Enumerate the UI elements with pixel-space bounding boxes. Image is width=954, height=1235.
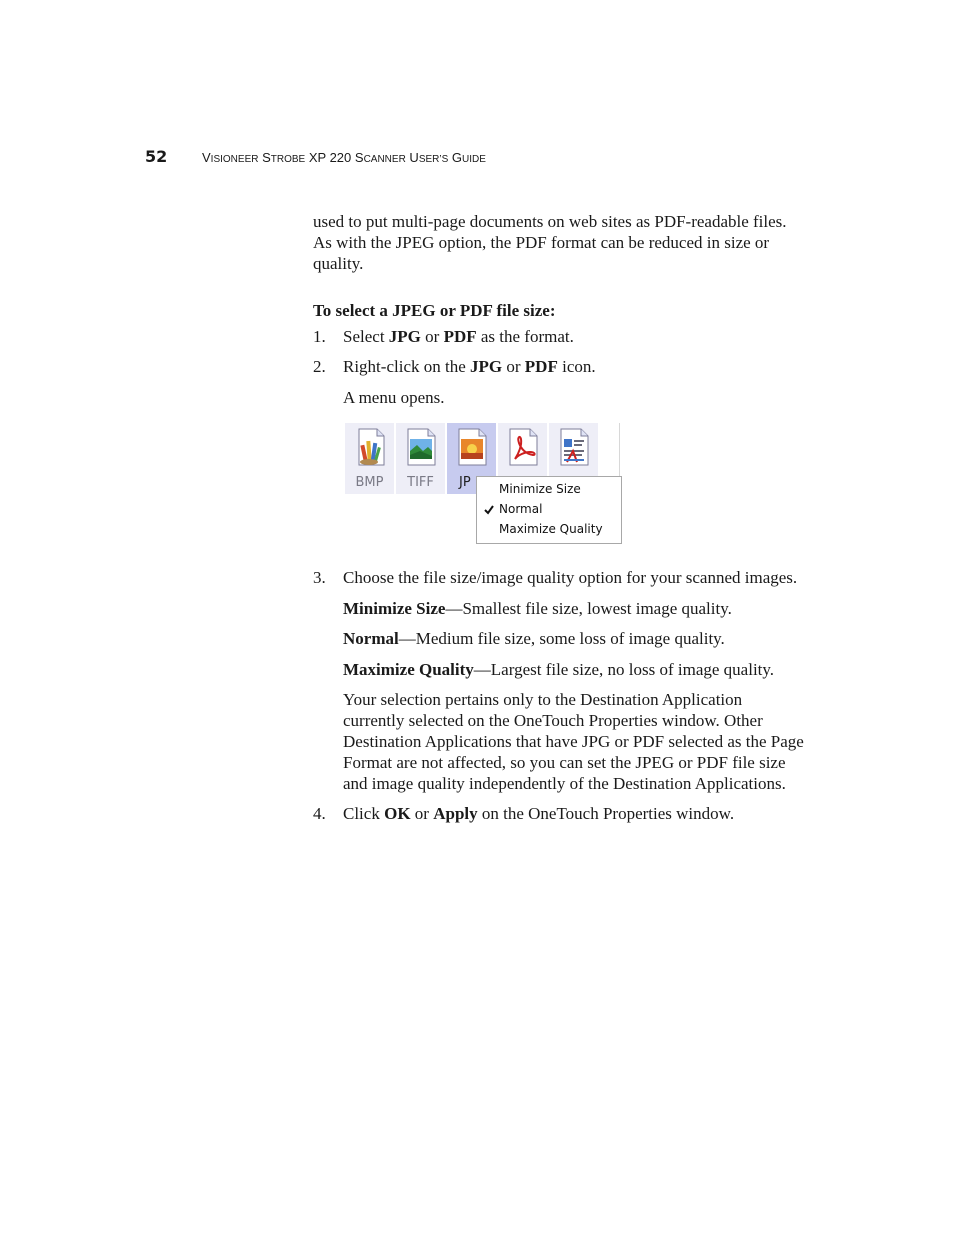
format-context-menu	[476, 476, 622, 544]
note-line-4: Format are not affected, so you can set the JPEG or PDF file size	[343, 753, 786, 772]
step-4-number: 4.	[313, 804, 326, 823]
running-header-title: VISIONEER STROBE XP 220 SCANNER USER’S GUIDE	[202, 150, 486, 165]
option-minimize-size: Minimize Size—Smallest file size, lowest image quality.	[343, 599, 732, 618]
step-2-number: 2.	[313, 357, 326, 376]
format-label-jpg: JP	[459, 475, 471, 490]
step-2-note: A menu opens.	[343, 388, 445, 407]
intro-line-1: used to put multi-page documents on web sites as PDF-readable files.	[313, 212, 787, 231]
page-number: 52	[145, 147, 168, 166]
menu-item-minimize-size[interactable]: Minimize Size	[499, 482, 581, 496]
menu-item-maximize-quality[interactable]: Maximize Quality	[499, 522, 603, 536]
format-label-tiff: TIFF	[407, 475, 434, 490]
option-normal: Normal—Medium file size, some loss of image quality.	[343, 629, 725, 648]
checkmark-icon	[483, 504, 495, 516]
section-heading: To select a JPEG or PDF file size:	[313, 301, 556, 320]
step-3-text: Choose the file size/image quality option for your scanned images.	[343, 568, 798, 587]
note-line-5: and image quality independently of the Destination Applications.	[343, 774, 786, 793]
step-1-text: Select JPG or PDF as the format.	[343, 327, 574, 346]
jpg-sunset-icon	[455, 427, 489, 467]
option-maximize-quality: Maximize Quality—Largest file size, no loss of image quality.	[343, 660, 775, 679]
note-line-3: Destination Applications that have JPG or PDF selected as the Page	[343, 732, 804, 751]
intro-line-2: As with the JPEG option, the PDF format can be reduced in size or	[313, 233, 770, 252]
bmp-paint-icon	[353, 427, 387, 467]
format-label-bmp: BMP	[355, 475, 384, 490]
step-2-text: Right-click on the JPG or PDF icon.	[343, 357, 596, 376]
step-1-number: 1.	[313, 327, 326, 346]
step-3-number: 3.	[313, 568, 326, 587]
step-4-text: Click OK or Apply on the OneTouch Properties window.	[343, 804, 735, 823]
format-tile-tiff[interactable]	[396, 423, 445, 494]
intro-line-3: quality.	[313, 254, 364, 273]
note-line-2: currently selected on the OneTouch Properties window. Other	[343, 711, 763, 730]
pdf-acrobat-icon	[506, 427, 540, 467]
tiff-landscape-icon	[404, 427, 438, 467]
format-tile-bmp[interactable]	[345, 423, 394, 494]
note-line-1: Your selection pertains only to the Destination Application	[343, 690, 743, 709]
text-document-icon	[557, 427, 591, 467]
menu-item-normal[interactable]: Normal	[499, 502, 543, 516]
format-toolbar-screenshot	[344, 423, 622, 543]
